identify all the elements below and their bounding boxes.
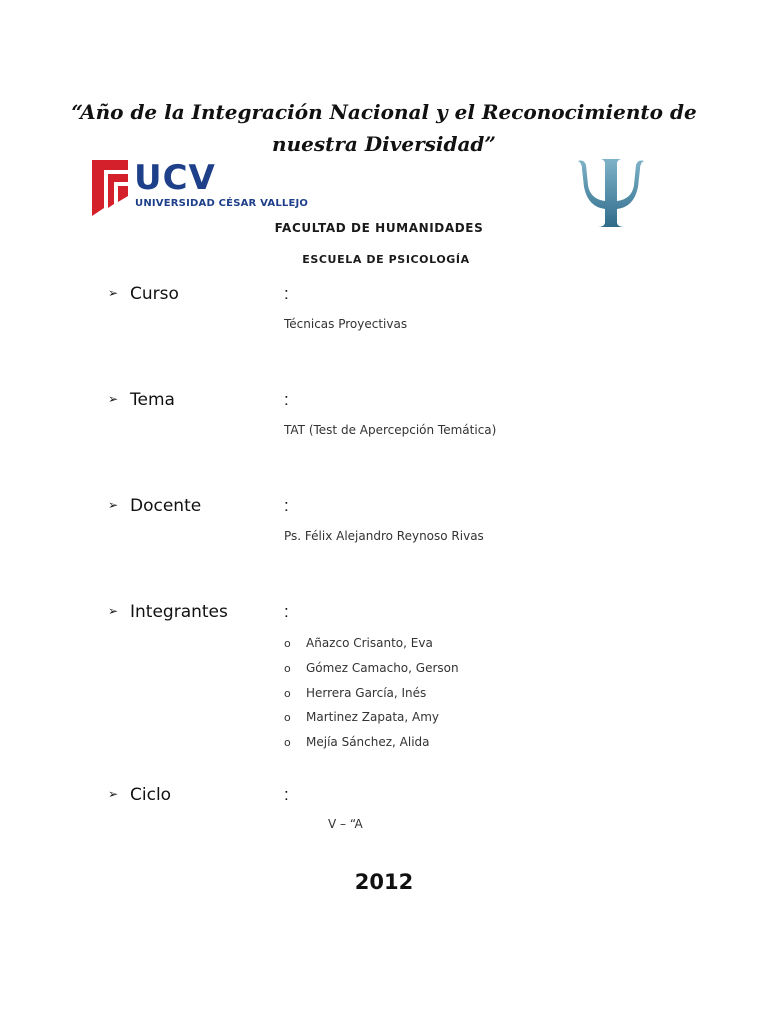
curso-label-text: Curso: [130, 284, 179, 304]
list-item: [284, 708, 459, 733]
tema-label-text: Tema: [130, 390, 175, 410]
integrantes-colon: :: [284, 602, 289, 621]
year: 2012: [354, 870, 414, 894]
docente-value: Ps. Félix Alejandro Reynoso Rivas: [284, 529, 484, 543]
motto-title: [60, 96, 708, 160]
list-item: [284, 659, 459, 684]
motto-line-2: nuestra Diversidad”: [272, 132, 496, 156]
member-name: Martinez Zapata, Amy: [306, 710, 440, 725]
psi-symbol-icon: [574, 155, 648, 231]
integrantes-label-text: Integrantes: [130, 602, 228, 622]
circle-bullet-icon: o: [284, 686, 291, 700]
docente-label: [108, 496, 201, 516]
arrow-bullet-icon: ➢: [108, 787, 119, 801]
ucv-logo-text: UCV: [134, 158, 216, 198]
circle-bullet-icon: o: [284, 736, 291, 750]
tema-value: TAT (Test de Apercepción Temática): [284, 423, 497, 437]
faculty-heading: FACULTAD DE HUMANIDADES: [274, 221, 484, 235]
psi-logo: [574, 155, 648, 231]
ucv-shield-icon: [90, 158, 130, 216]
docente-label-text: Docente: [130, 496, 202, 516]
docente-colon: :: [284, 496, 289, 515]
arrow-bullet-icon: ➢: [108, 498, 119, 512]
arrow-bullet-icon: ➢: [108, 604, 119, 618]
arrow-bullet-icon: ➢: [108, 392, 119, 406]
ciclo-colon: :: [284, 785, 289, 804]
member-name: Añazco Crisanto, Eva: [306, 636, 433, 650]
list-item: [284, 733, 459, 758]
tema-colon: :: [284, 390, 289, 409]
ucv-logo-subtitle: UNIVERSIDAD CÉSAR VALLEJO: [135, 198, 309, 209]
ciclo-label: [108, 785, 171, 805]
list-item: [284, 684, 459, 709]
school-heading: ESCUELA DE PSICOLOGÍA: [302, 253, 470, 266]
circle-bullet-icon: o: [284, 637, 291, 650]
member-name: Gómez Camacho, Gerson: [306, 660, 459, 675]
ciclo-value: V – “A: [328, 817, 363, 831]
curso-value: Técnicas Proyectivas: [284, 317, 408, 331]
members-list: [284, 634, 459, 758]
arrow-bullet-icon: ➢: [108, 286, 119, 300]
ciclo-label-text: Ciclo: [130, 785, 172, 805]
circle-bullet-icon: o: [284, 711, 291, 725]
motto-line-1: “Año de la Integración Nacional y el Reconocimiento de: [71, 100, 697, 124]
curso-label: [108, 284, 179, 304]
member-name: Herrera García, Inés: [306, 685, 427, 700]
circle-bullet-icon: o: [284, 661, 291, 675]
curso-colon: :: [284, 284, 289, 303]
ucv-logo: [90, 158, 309, 218]
list-item: [284, 634, 459, 659]
member-name: Mejía Sánchez, Alida: [306, 735, 430, 750]
integrantes-label: [108, 602, 228, 622]
tema-label: [108, 390, 175, 410]
